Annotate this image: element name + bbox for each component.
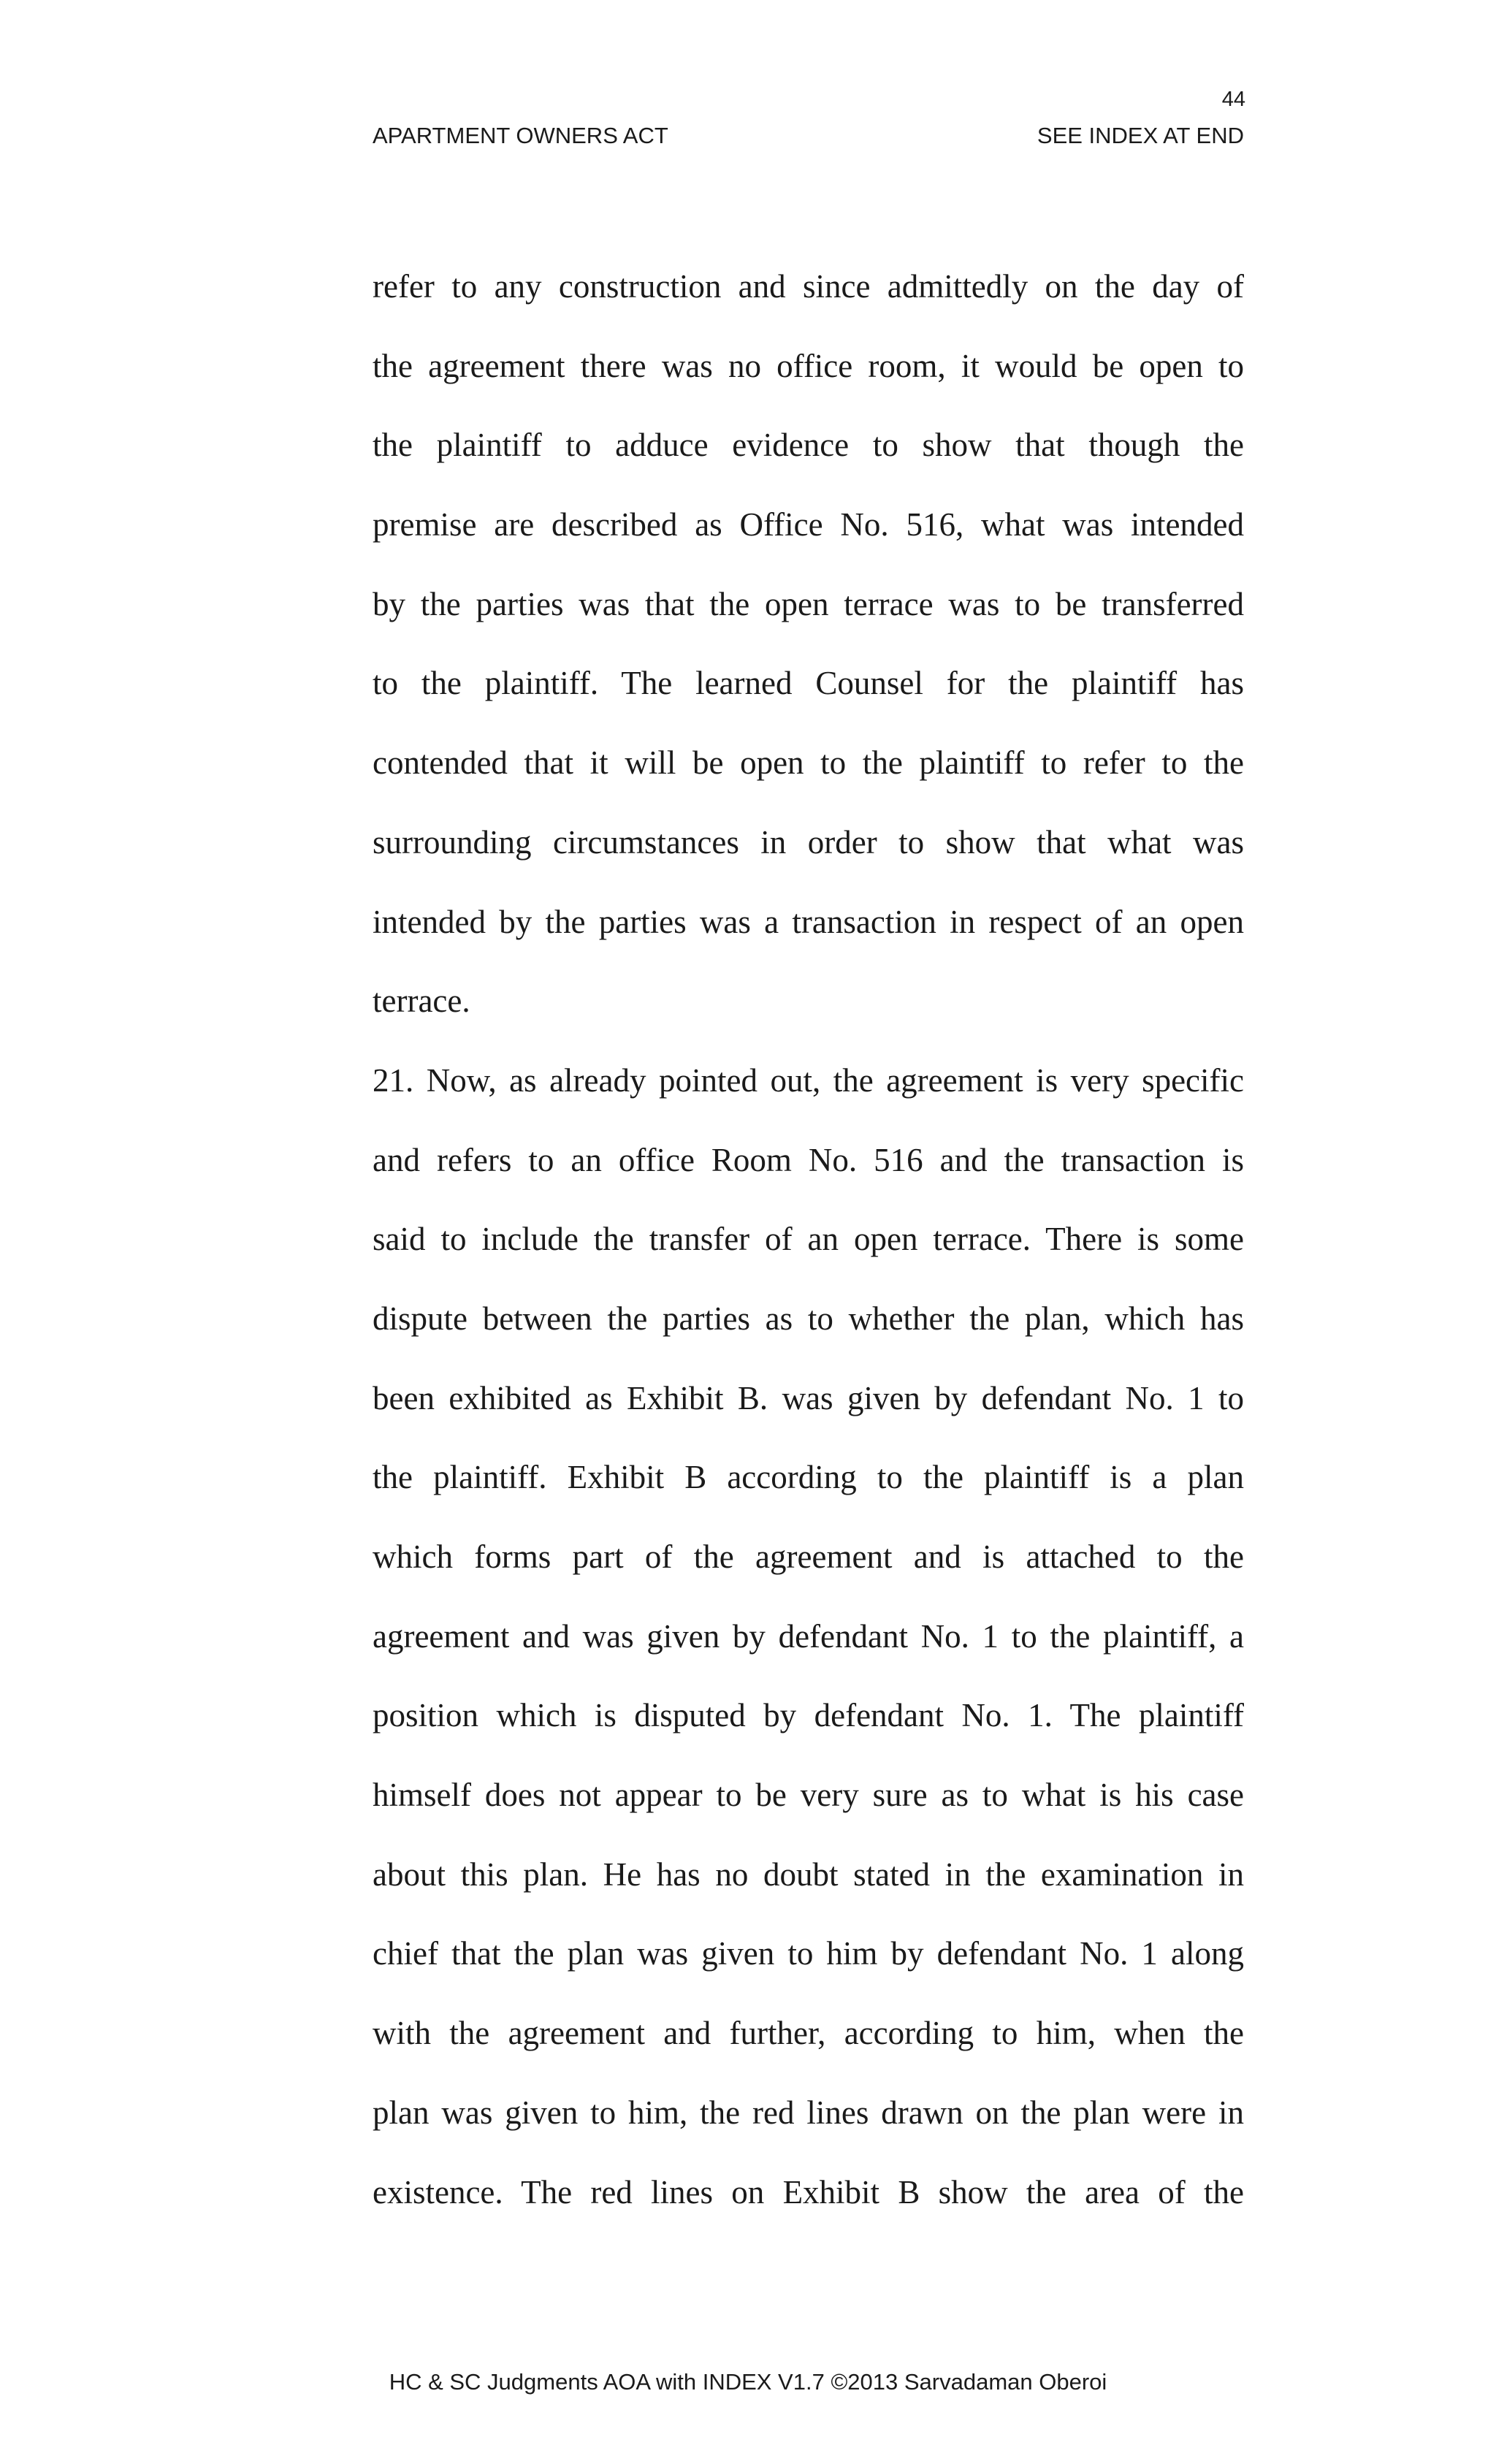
text-line: and refers to an office Room No. 516 and the transaction is — [373, 1141, 1244, 1178]
text-line: chief that the plan was given to him by defendant No. 1 along — [373, 1935, 1244, 1972]
text-line: by the parties was that the open terrace was to be transferred — [373, 585, 1244, 622]
text-line: terrace. — [373, 983, 470, 1020]
text-line: agreement and was given by defendant No. 1 to the plaintiff, a — [373, 1617, 1244, 1655]
text-line: the plaintiff. Exhibit B according to the plaintiff is a plan — [373, 1459, 1244, 1496]
text-line: 21. Now, as already pointed out, the agreement is very specific — [373, 1061, 1244, 1099]
text-line: been exhibited as Exhibit B. was given by defendant No. 1 to — [373, 1379, 1244, 1416]
text-line: refer to any construction and since admittedly on the day of — [373, 268, 1244, 305]
text-line: position which is disputed by defendant No. 1. The plaintiff — [373, 1697, 1244, 1734]
text-line: which forms part of the agreement and is attached to the — [373, 1538, 1244, 1575]
text-line: dispute between the parties as to whether the plan, which has — [373, 1300, 1244, 1337]
page-number: 44 — [1221, 88, 1245, 111]
text-line: plan was given to him, the red lines drawn on the plan were in — [373, 2094, 1244, 2131]
text-line: said to include the transfer of an open terrace. There is some — [373, 1221, 1244, 1258]
text-line: about this plan. He has no doubt stated in the examination in — [373, 1855, 1244, 1893]
text-line: himself does not appear to be very sure as to what is his case — [373, 1777, 1244, 1814]
text-line: surrounding circumstances in order to show that what was — [373, 823, 1244, 861]
text-line: premise are described as Office No. 516, what was intended — [373, 506, 1244, 543]
header-left-title: APARTMENT OWNERS ACT — [373, 123, 668, 148]
header-right-note: SEE INDEX AT END — [1037, 123, 1244, 148]
text-line: the plaintiff to adduce evidence to show that though the — [373, 427, 1244, 464]
running-header — [373, 124, 1244, 147]
text-line: contended that it will be open to the plaintiff to refer to the — [373, 744, 1244, 782]
text-line: the agreement there was no office room, it would be open to — [373, 347, 1244, 384]
judgment-body-text — [373, 257, 1244, 2242]
text-line: existence. The red lines on Exhibit B show the area of the — [373, 2173, 1244, 2211]
text-line: to the plaintiff. The learned Counsel for the plaintiff has — [373, 665, 1244, 702]
text-line: with the agreement and further, according to him, when the — [373, 2015, 1244, 2052]
page-footer: HC & SC Judgments AOA with INDEX V1.7 ©2013 Sarvadaman Oberoi — [389, 2369, 1107, 2395]
text-line: intended by the parties was a transaction in respect of an open — [373, 903, 1244, 940]
